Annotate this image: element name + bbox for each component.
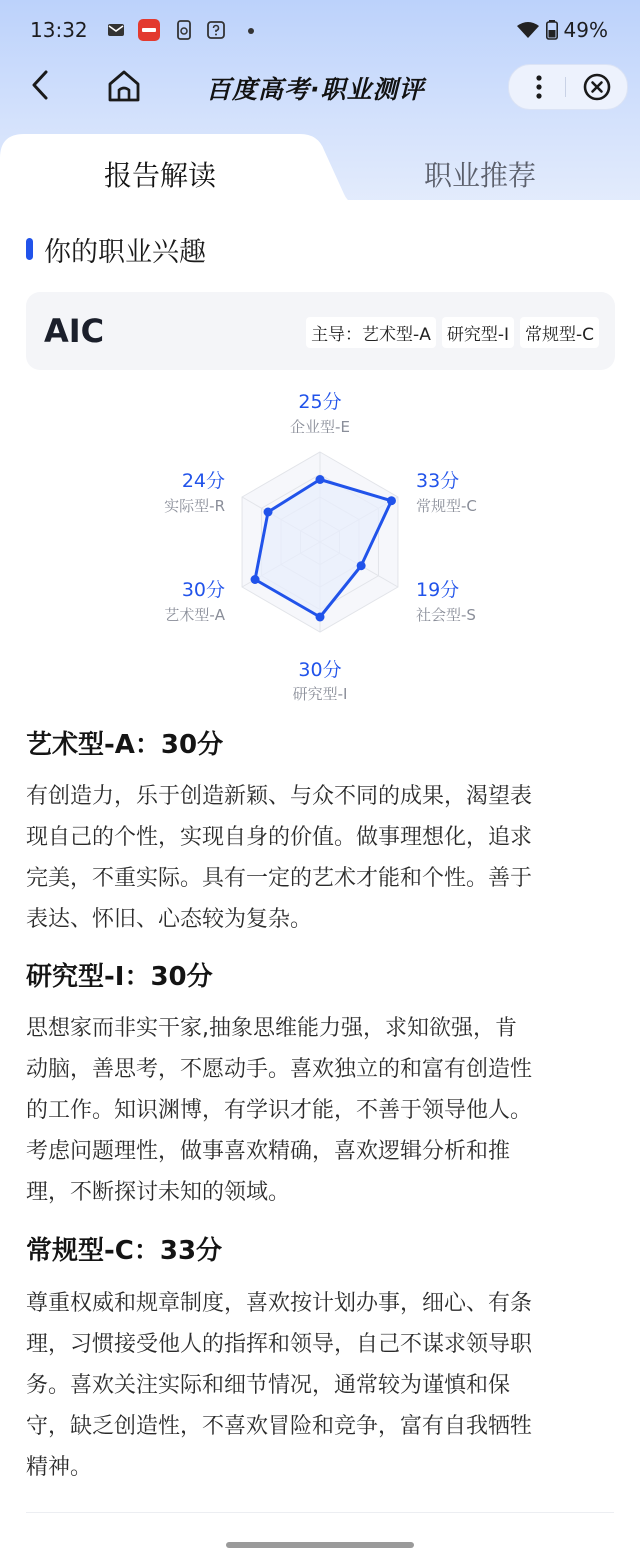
radar-point xyxy=(316,613,325,622)
desc-line: 现自己的个性，实现自身的价值。做事理想化，追求 xyxy=(26,825,533,850)
desc-line: 尊重权威和规章制度，喜欢按计划办事，细心、有条 xyxy=(26,1291,533,1316)
radar-axis-label: 企业型-E xyxy=(290,418,350,436)
capsule-divider xyxy=(565,77,566,97)
home-indicator[interactable] xyxy=(226,1542,414,1548)
interest-tags xyxy=(306,317,599,348)
tab-report[interactable]: 报告解读 xyxy=(104,159,217,192)
battery-icon xyxy=(546,20,558,40)
desc-line: 思想家而非实干家,抽象思维能力强，求知欲强，肯 xyxy=(26,1016,517,1041)
radar-axis-label: 常规型-C xyxy=(416,497,477,515)
active-tab-background xyxy=(0,134,640,206)
tab-career-recommend[interactable]: 职业推荐 xyxy=(424,159,537,192)
app-badge-icon xyxy=(138,19,160,41)
desc-line: 理，不断探讨未知的领域。 xyxy=(26,1180,291,1205)
radar-score-label: 24分 xyxy=(181,470,225,492)
status-time: 13:32 xyxy=(30,18,88,42)
wifi-icon xyxy=(516,20,540,40)
desc-line: 精神。 xyxy=(26,1455,93,1480)
radar-point xyxy=(316,475,325,484)
radar-score-label: 30分 xyxy=(181,579,225,601)
desc-line: 守，缺乏创造性，不喜欢冒险和竞争，富有自我牺牲 xyxy=(26,1414,533,1439)
page-title: 百度高考·职业测评 xyxy=(206,75,425,104)
mail-icon xyxy=(106,20,126,40)
radar-point xyxy=(264,508,273,517)
desc-line: 考虑问题理性，做事喜欢精确，喜欢逻辑分析和推 xyxy=(26,1139,511,1164)
desc-text-artistic xyxy=(26,776,618,940)
battery-percent: 49% xyxy=(563,18,608,42)
miniprogram-capsule xyxy=(508,64,628,110)
desc-title-conventional: 常规型-C：33分 xyxy=(26,1230,222,1267)
bottom-divider xyxy=(26,1512,614,1513)
phone-icon xyxy=(174,20,194,40)
interest-code: AIC xyxy=(44,312,105,350)
tag-secondary: 研究型-I xyxy=(442,317,514,348)
back-arrow-icon[interactable] xyxy=(26,68,56,102)
close-circle-icon[interactable] xyxy=(581,71,613,103)
desc-line: 的工作。知识渊博，有学识才能，不善于领导他人。 xyxy=(26,1098,533,1123)
tag-tertiary: 常规型-C xyxy=(520,317,599,348)
desc-title-artistic: 艺术型-A：30分 xyxy=(26,724,223,761)
section-accent-bar xyxy=(26,238,33,260)
notification-dot xyxy=(248,28,254,34)
home-icon[interactable] xyxy=(104,68,144,104)
help-icon xyxy=(206,20,226,40)
radar-score-label: 30分 xyxy=(298,659,342,681)
radar-score-label: 33分 xyxy=(416,470,460,492)
radar-score-label: 19分 xyxy=(416,579,460,601)
desc-line: 理，习惯接受他人的指挥和领导，自己不谋求领导职 xyxy=(26,1332,533,1357)
desc-text-conventional xyxy=(26,1283,618,1488)
desc-line: 务。喜欢关注实际和细节情况，通常较为谨慎和保 xyxy=(26,1373,511,1398)
radar-axis-label: 艺术型-A xyxy=(164,606,225,624)
navigation-bar xyxy=(0,56,640,116)
desc-line: 表达、怀旧、心态较为复杂。 xyxy=(26,907,313,932)
tag-dominant: 主导：艺术型-A xyxy=(306,317,436,348)
radar-axis-label: 实际型-R xyxy=(164,497,225,515)
tab-bar xyxy=(0,134,640,206)
desc-line: 动脑，善思考，不愿动手。喜欢独立的和富有创造性 xyxy=(26,1057,533,1082)
radar-axis-label: 社会型-S xyxy=(416,606,476,624)
section-title: 你的职业兴趣 xyxy=(44,237,206,268)
radar-point xyxy=(357,561,366,570)
radar-axis-label: 研究型-I xyxy=(292,685,348,703)
interest-code-card xyxy=(26,292,615,370)
radar-point xyxy=(251,575,260,584)
desc-line: 完美，不重实际。具有一定的艺术才能和个性。善于 xyxy=(26,866,533,891)
more-dots-icon[interactable] xyxy=(529,73,549,101)
radar-point xyxy=(387,496,396,505)
desc-title-investigative: 研究型-I：30分 xyxy=(26,956,213,993)
interest-radar-chart xyxy=(140,380,500,710)
status-bar xyxy=(0,0,640,64)
desc-line: 有创造力，乐于创造新颖、与众不同的成果，渴望表 xyxy=(26,784,533,809)
status-right xyxy=(516,18,608,42)
radar-score-label: 25分 xyxy=(298,391,342,413)
desc-text-investigative xyxy=(26,1008,618,1213)
